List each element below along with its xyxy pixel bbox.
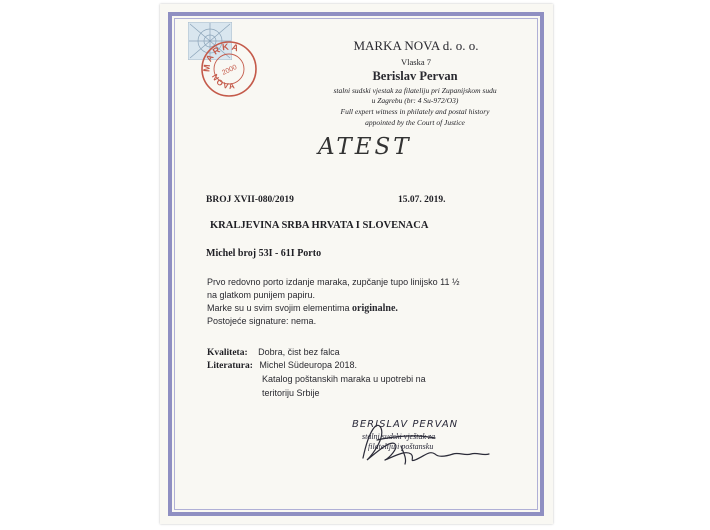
description-line-3: Postojeće signature: nema. (207, 316, 317, 326)
description-line-2 (207, 302, 462, 315)
quality-label: Kvaliteta: (207, 348, 248, 358)
originality-verdict: originalne. (352, 303, 398, 314)
literature-label: Literatura: (207, 361, 253, 371)
company-seal-icon (200, 40, 258, 98)
seal-top-text: MARKA (201, 41, 242, 73)
reference-number: BROJ XVII-080/2019 (206, 195, 294, 205)
literature-value-3: teritoriju Srbije (262, 388, 320, 398)
expert-title-hr: stalni sudski vjestak za filateliju pri Zupanijskom sudu (333, 86, 497, 95)
description-line-2-text: Marke su u svim svojim elementima (207, 303, 353, 313)
literature-value-1: Michel Südeuropa 2018. (259, 360, 357, 370)
quality-value: Dobra, čist bez falca (258, 347, 340, 357)
company-name: MARKA NOVA d. o. o. (353, 38, 479, 53)
quality-row (207, 347, 340, 358)
literature-value-2: Katalog poštanskih maraka u upotrebi na (262, 374, 426, 384)
country-title: KRALJEVINA SRBA HRVATA I SLOVENACA (210, 220, 429, 231)
expert-title-en-2: appointed by the Court of Justice (365, 118, 465, 127)
signature-stamp-line-1: stalni sudski vještak za (362, 432, 436, 441)
description (207, 276, 462, 328)
seal-bottom-text: NOVA (209, 72, 238, 92)
signature-stamp-line-2: filateliju i poštansku (368, 442, 434, 451)
description-line-1: Prvo redovno porto izdanje maraka, zupčanje tupo linijsko 11 ½ na glatkom punijem papiru. (207, 277, 460, 300)
handwritten-signature-icon (355, 410, 495, 468)
signature-stamp-name: BERISLAV PERVAN (352, 419, 459, 430)
document-heading: ATEST (318, 134, 412, 160)
expert-title-en-1: Full expert witness in philately and postal history (340, 107, 490, 116)
seal-year: 2000 (221, 63, 239, 77)
court-reference: u Zagrebu (br: 4 Su-972/O3) (371, 96, 459, 105)
certificate-date: 15.07. 2019. (398, 195, 446, 205)
company-address: Vlaska 7 (401, 57, 431, 67)
expert-name: Berislav Pervan (372, 69, 458, 83)
catalogue-number: Michel broj 53I - 61I Porto (206, 248, 322, 259)
literature-row (207, 360, 357, 371)
